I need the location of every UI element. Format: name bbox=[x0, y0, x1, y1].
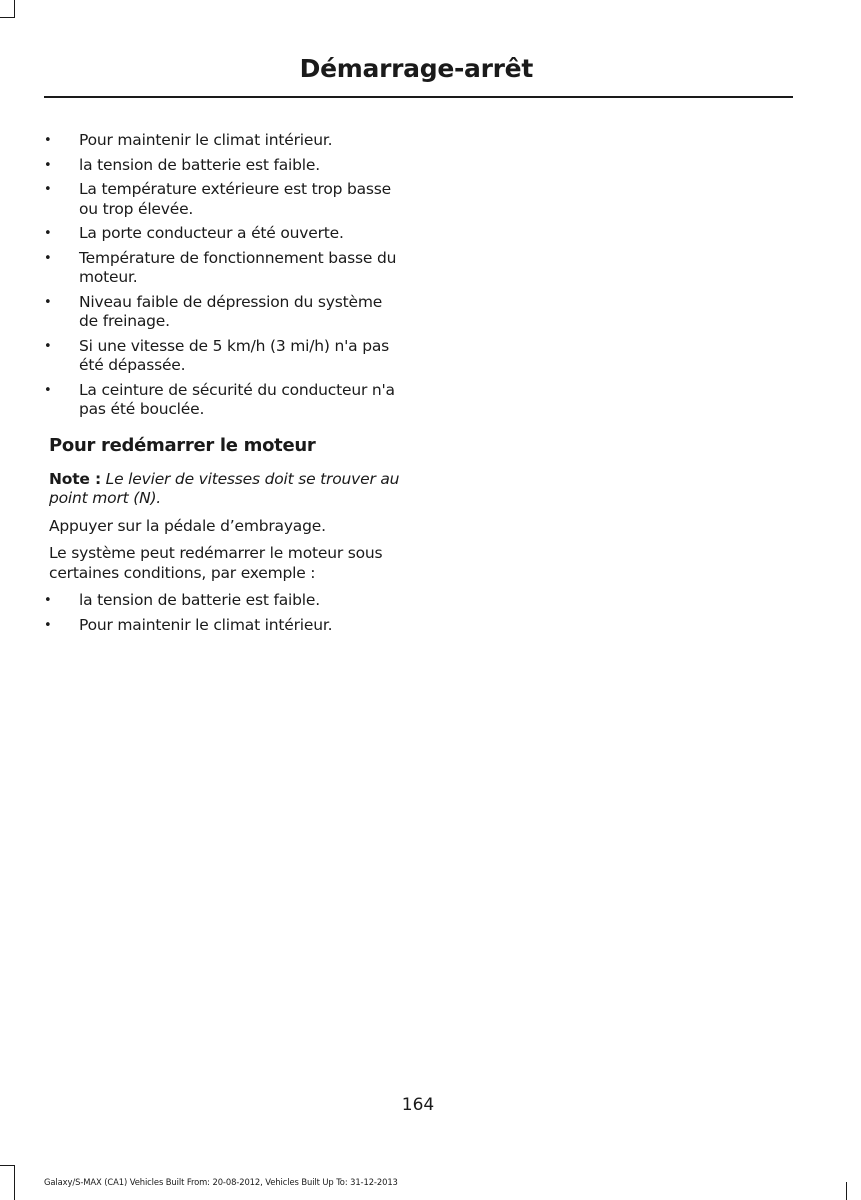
crop-mark bbox=[0, 1165, 15, 1166]
page-content bbox=[49, 131, 404, 640]
restart-conditions-list bbox=[49, 591, 404, 635]
conditions-list bbox=[49, 131, 404, 420]
list-item: • Si une vitesse de 5 km/h (3 mi/h) n'a pas été dépassée. bbox=[49, 337, 404, 376]
section-heading: Pour redémarrer le moteur bbox=[49, 434, 316, 456]
footer-vehicle-info: Galaxy/S-MAX (CA1) Vehicles Built From: 20-08-2012, Vehicles Built Up To: 31-12-2013 bbox=[44, 1177, 398, 1187]
list-item: • la tension de batterie est faible. bbox=[49, 591, 404, 611]
page-number: 164 bbox=[401, 1095, 435, 1115]
crop-mark bbox=[14, 1165, 15, 1200]
paragraph: Appuyer sur la pédale d’embrayage. bbox=[49, 516, 326, 535]
list-item: • Niveau faible de dépression du système de freinage. bbox=[49, 293, 404, 332]
list-item: • La température extérieure est trop basse ou trop élevée. bbox=[49, 180, 404, 219]
note-label: Note : bbox=[49, 469, 101, 488]
page-title: Démarrage-arrêt bbox=[299, 54, 533, 83]
paragraph: Le système peut redémarrer le moteur sous certaines conditions, par exemple : bbox=[49, 544, 383, 582]
note-text: Le levier de vitesses doit se trouver au point mort (N). bbox=[49, 469, 400, 507]
note bbox=[49, 470, 404, 509]
list-item: • Température de fonctionnement basse du moteur. bbox=[49, 249, 404, 288]
list-item: • La porte conducteur a été ouverte. bbox=[49, 224, 404, 244]
crop-mark bbox=[14, 0, 15, 18]
crop-mark bbox=[846, 1182, 847, 1200]
title-divider bbox=[44, 96, 793, 98]
list-item: • Pour maintenir le climat intérieur. bbox=[49, 131, 404, 151]
list-item: • la tension de batterie est faible. bbox=[49, 156, 404, 176]
list-item: • Pour maintenir le climat intérieur. bbox=[49, 616, 404, 636]
list-item: • La ceinture de sécurité du conducteur n'a pas été bouclée. bbox=[49, 381, 404, 420]
crop-mark bbox=[0, 17, 15, 18]
